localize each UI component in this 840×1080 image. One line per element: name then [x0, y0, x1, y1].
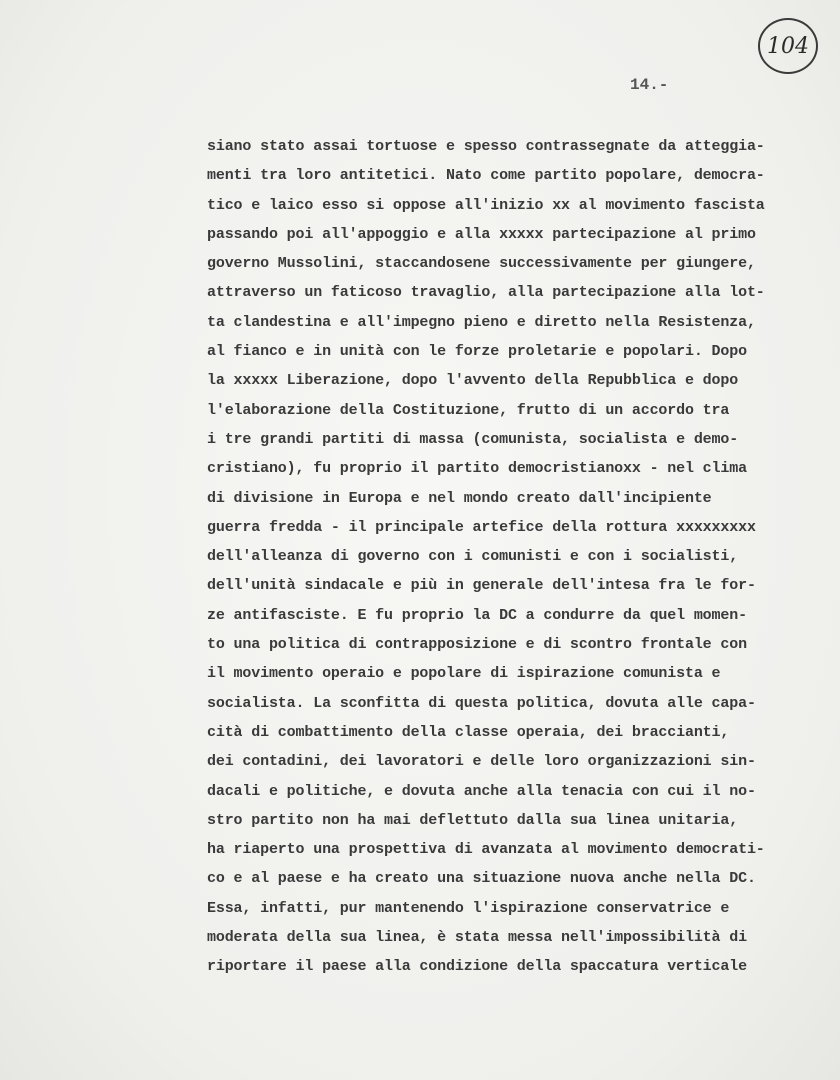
text-line: ta clandestina e all'impegno pieno e diretto nella Resistenza, [207, 313, 756, 331]
text-line: dell'unità sindacale e più in generale dell'intesa fra le for- [207, 577, 756, 595]
text-line: passando poi all'appoggio e alla xxxxx partecipazione al primo [207, 225, 756, 243]
text-line: riportare il paese alla condizione della spaccatura verticale [207, 958, 747, 976]
body-text [207, 132, 827, 982]
text-line: moderata della sua linea, è stata messa nell'impossibilità di [207, 929, 747, 947]
text-line: menti tra loro antitetici. Nato come partito popolare, democra- [207, 167, 765, 185]
text-line: stro partito non ha mai deflettuto dalla sua linea unitaria, [207, 811, 739, 829]
text-line: al fianco e in unità con le forze proletarie e popolari. Dopo [207, 343, 747, 361]
text-line: cristiano), fu proprio il partito democristianoxx - nel clima [207, 460, 747, 478]
text-line: dei contadini, dei lavoratori e delle loro organizzazioni sin- [207, 753, 756, 771]
text-line: dacali e politiche, e dovuta anche alla tenacia con cui il no- [207, 782, 756, 800]
text-line: attraverso un faticoso travaglio, alla partecipazione alla lot- [207, 284, 765, 302]
text-line: guerra fredda - il principale artefice della rottura xxxxxxxxx [207, 518, 756, 536]
text-line: tico e laico esso si oppose all'inizio xx al movimento fascista [207, 196, 765, 214]
text-line: siano stato assai tortuose e spesso contrassegnate da atteggia- [207, 138, 765, 155]
text-line: co e al paese e ha creato una situazione nuova anche nella DC. [207, 870, 756, 888]
text-line: la xxxxx Liberazione, dopo l'avvento della Repubblica e dopo [207, 372, 739, 390]
text-line: cità di combattimento della classe operaia, dei braccianti, [207, 723, 730, 741]
text-line: to una politica di contrapposizione e di scontro frontale con [207, 636, 747, 654]
text-line: Essa, infatti, pur mantenendo l'ispirazione conservatrice e [207, 899, 730, 917]
archive-stamp [758, 18, 818, 74]
archive-stamp-number: 104 [767, 33, 809, 59]
text-line: socialista. La sconfitta di questa politica, dovuta alle capa- [207, 694, 756, 712]
text-line: i tre grandi partiti di massa (comunista, socialista e demo- [207, 430, 739, 448]
page-number: 14.- [630, 76, 669, 94]
text-line: ha riaperto una prospettiva di avanzata al movimento democrati- [207, 841, 765, 859]
text-line: governo Mussolini, staccandosene successivamente per giungere, [207, 255, 756, 273]
text-line: di divisione in Europa e nel mondo creato dall'incipiente [207, 489, 712, 507]
text-line: dell'alleanza di governo con i comunisti e con i socialisti, [207, 548, 739, 566]
text-line: l'elaborazione della Costituzione, frutto di un accordo tra [207, 401, 730, 419]
text-line: ze antifasciste. E fu proprio la DC a condurre da quel momen- [207, 606, 747, 624]
text-line: il movimento operaio e popolare di ispirazione comunista e [207, 665, 721, 683]
